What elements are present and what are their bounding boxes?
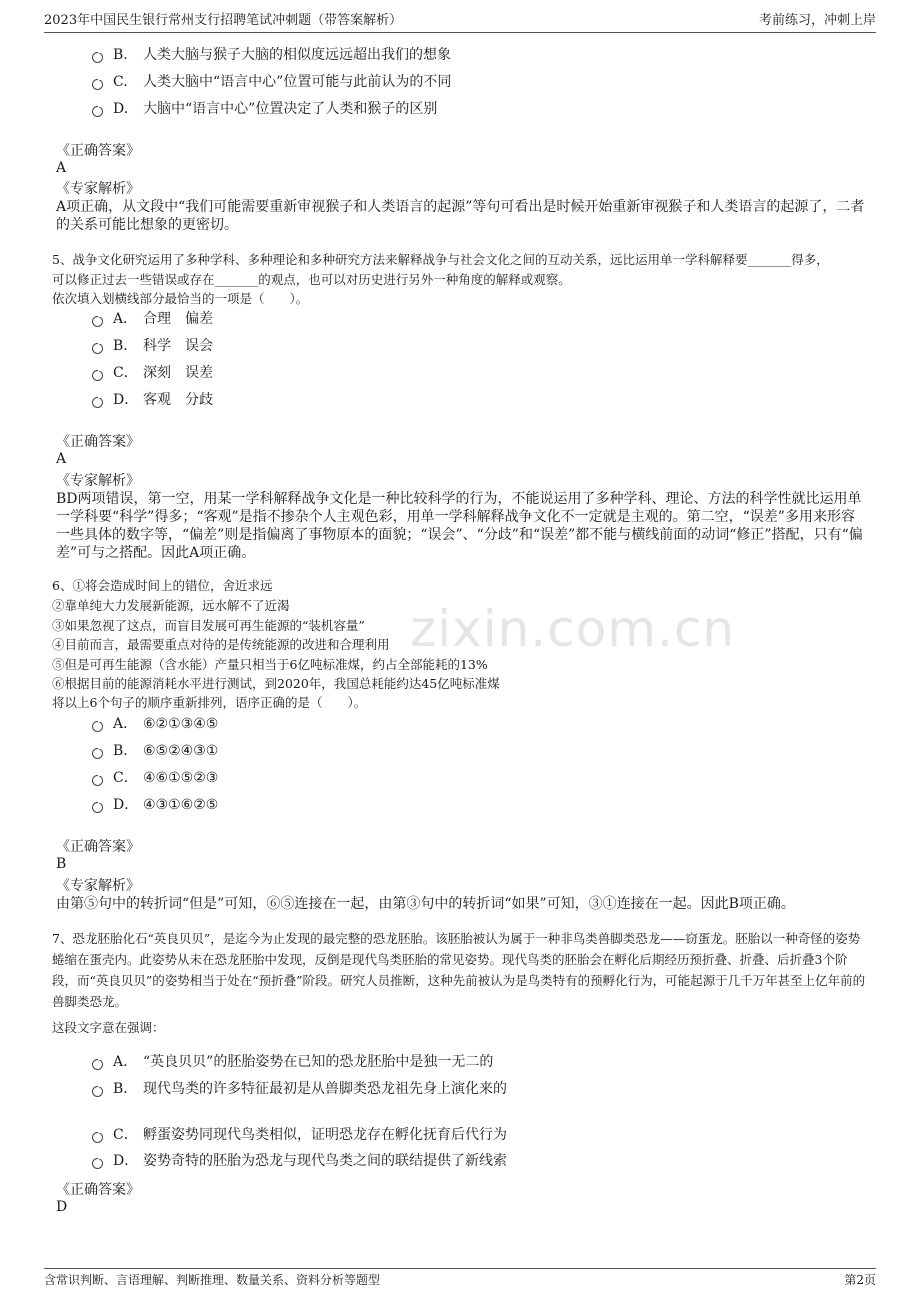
- q6-answer-title: 《正确答案》: [56, 839, 140, 855]
- radio-icon[interactable]: [92, 397, 103, 408]
- q6-line-1: 6、①将会造成时间上的错位，舍近求远: [52, 578, 273, 593]
- q4-option-b[interactable]: B. 人类大脑与猴子大脑的相似度远远超出我们的想象: [92, 45, 451, 65]
- q4-answer: A: [56, 160, 67, 176]
- q5-text-line2: 可以修正过去一些错误或存在_______的观点，也可以对历史进行另外一种角度的解释或观察。: [52, 272, 571, 287]
- page-footer: [44, 1268, 876, 1291]
- q4-analysis: A项正确，从文段中“我们可能需要重新审视猴子和人类语言的起源”等句可看出是时候开始重新审视猴子和人类语言的起源了，二者的关系可能比想象的更密切。: [56, 199, 865, 233]
- radio-icon[interactable]: [92, 775, 103, 786]
- radio-icon[interactable]: [92, 1059, 103, 1070]
- q5-option-a[interactable]: A． 合理 偏差: [92, 309, 213, 329]
- radio-icon[interactable]: [92, 721, 103, 732]
- q7-option-c[interactable]: C． 孵蛋姿势同现代鸟类相似，证明恐龙存在孵化抚育后代行为: [92, 1125, 507, 1145]
- q6-answer: B: [56, 856, 67, 872]
- q6-option-a[interactable]: A． ⑥②①③④⑤: [92, 714, 218, 734]
- radio-icon[interactable]: [92, 79, 103, 90]
- radio-icon[interactable]: [92, 370, 103, 381]
- footer-description: 含常识判断、言语理解、判断推理、数量关系、资料分析等题型: [44, 1273, 381, 1287]
- radio-icon[interactable]: [92, 748, 103, 759]
- q7-option-a[interactable]: A． “英良贝贝”的胚胎姿势在已知的恐龙胚胎中是独一无二的: [92, 1052, 493, 1072]
- q6-line-3: ③如果忽视了这点，而盲目发展可再生能源的“装机容量”: [52, 618, 365, 633]
- q5-option-d[interactable]: D． 客观 分歧: [92, 390, 213, 410]
- q6-line-5: ⑤但是可再生能源（含水能）产量只相当于6亿吨标准煤，约占全部能耗的13%: [52, 657, 488, 672]
- page-number: 第2页: [844, 1273, 876, 1287]
- radio-icon[interactable]: [92, 1086, 103, 1097]
- radio-icon[interactable]: [92, 106, 103, 117]
- document-title: 2023年中国民生银行常州支行招聘笔试冲刺题（带答案解析）: [44, 13, 403, 28]
- q6-option-c[interactable]: C． ④⑥①⑤②③: [92, 768, 218, 788]
- radio-icon[interactable]: [92, 343, 103, 354]
- radio-icon[interactable]: [92, 52, 103, 63]
- radio-icon[interactable]: [92, 1132, 103, 1143]
- q7-answer-title: 《正确答案》: [56, 1182, 140, 1198]
- watermark: zixin.com.cn: [410, 600, 736, 658]
- q5-prompt: 依次填入划横线部分最恰当的一项是（ ）。: [52, 291, 309, 306]
- radio-icon[interactable]: [92, 316, 103, 327]
- q5-option-c[interactable]: C． 深刻 误差: [92, 363, 213, 383]
- radio-icon[interactable]: [92, 802, 103, 813]
- q6-line-6: ⑥根据目前的能源消耗水平进行测试，到2020年，我国总耗能约达45亿吨标准煤: [52, 676, 500, 691]
- q6-option-b[interactable]: B． ⑥⑤②④③①: [92, 741, 218, 761]
- q4-answer-title: 《正确答案》: [56, 143, 140, 159]
- q4-option-c[interactable]: C. 人类大脑中“语言中心”位置可能与此前认为的不同: [92, 72, 451, 92]
- q6-prompt: 将以上6个句子的顺序重新排列，语序正确的是（ ）。: [52, 695, 367, 710]
- q7-option-d[interactable]: D． 姿势奇特的胚胎为恐龙与现代鸟类之间的联结提供了新线索: [92, 1151, 507, 1171]
- q4-analysis-title: 《专家解析》: [56, 181, 140, 197]
- radio-icon[interactable]: [92, 1158, 103, 1169]
- q6-line-4: ④目前而言，最需要重点对待的是传统能源的改进和合理利用: [52, 637, 390, 652]
- q5-text-line1: 5、战争文化研究运用了多种学科、多种理论和多种研究方法来解释战争与社会文化之间的互动关系，远比运用单一学科解释要_______得多，: [52, 252, 829, 267]
- q5-analysis: BD两项错误，第一空，用某一学科解释战争文化是一种比较科学的行为，不能说运用了多种学科、理论、方法的科学性就比运用单一学科要“科学”得多；“客观”是指不掺杂个人主观色彩，用单一学科解释战争文化不一定就是主观的。第二空，“误差”多用来形容一些具体的数字等，“偏差”则是指偏离了事物原本的面貌；“误会”、“分歧”和“误差”都不能与横线前面的动词“修正”搭配，只有“偏差”可与之搭配。因此A项正确。: [56, 491, 863, 561]
- q5-answer-title: 《正确答案》: [56, 434, 140, 450]
- q6-option-d[interactable]: D． ④③①⑥②⑤: [92, 795, 218, 815]
- q4-option-d[interactable]: D. 大脑中“语言中心”位置决定了人类和猴子的区别: [92, 99, 437, 119]
- page-header: [44, 10, 876, 33]
- q6-analysis: 由第⑤句中的转折词“但是”可知，⑥⑤连接在一起，由第③句中的转折词“如果”可知，③①连接在一起。因此B项正确。: [56, 896, 795, 912]
- q7-answer: D: [56, 1199, 68, 1215]
- q6-analysis-title: 《专家解析》: [56, 878, 140, 894]
- q7-text: 7、恐龙胚胎化石“英良贝贝”，是迄今为止发现的最完整的恐龙胚胎。该胚胎被认为属于一种非鸟类兽脚类恐龙——窃蛋龙。胚胎以一种奇怪的姿势蜷缩在蛋壳内。此姿势从未在恐龙胚胎中发现，反倒是现代鸟类胚胎的常见姿势。现代鸟类的胚胎会在孵化后期经历预折叠、折叠、后折叠3个阶段，而“英良贝贝”的姿势相当于处在“预折叠”阶段。研究人员推断，这种先前被认为是鸟类特有的预孵化行为，可能起源于几千万年甚至上亿年前的兽脚类恐龙。: [52, 931, 866, 1009]
- q7-option-b[interactable]: B． 现代鸟类的许多特征最初是从兽脚类恐龙祖先身上演化来的: [92, 1079, 507, 1099]
- q5-answer: A: [56, 451, 67, 467]
- header-slogan: 考前练习，冲刺上岸: [758, 13, 876, 28]
- q5-option-b[interactable]: B． 科学 误会: [92, 336, 213, 356]
- q7-prompt: 这段文字意在强调：: [52, 1020, 165, 1035]
- q5-analysis-title: 《专家解析》: [56, 473, 140, 489]
- q6-line-2: ②靠单纯大力发展新能源，远水解不了近渴: [52, 598, 290, 613]
